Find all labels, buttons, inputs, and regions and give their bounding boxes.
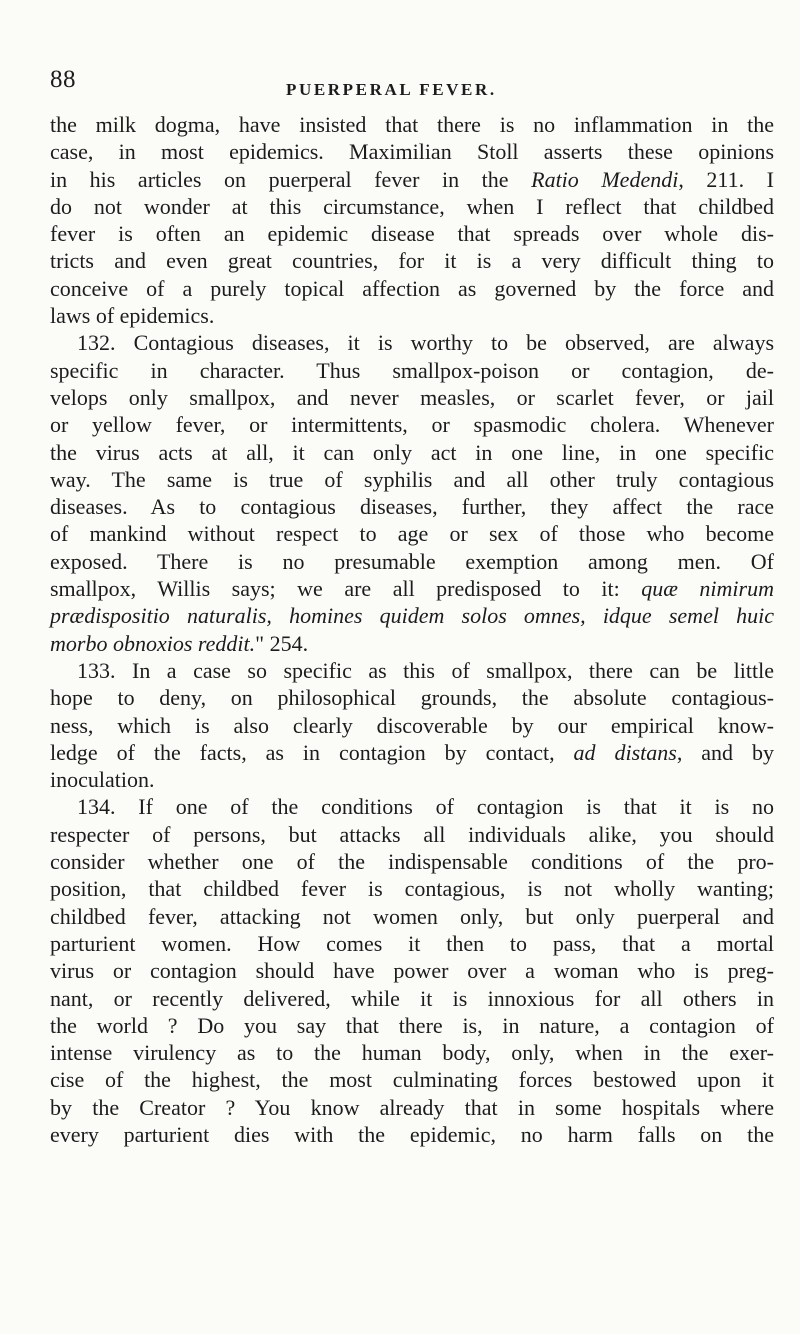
text-line bbox=[50, 821, 774, 848]
text-run: the milk dogma, have insisted that there is no inflammation in the bbox=[50, 112, 774, 137]
text-run: the world ? Do you say that there is, in nature, a contagion of bbox=[50, 1012, 774, 1038]
text-line bbox=[50, 1121, 774, 1148]
text-run: diseases. As to contagious diseases, further, they affect the race bbox=[50, 494, 774, 520]
text-line bbox=[50, 493, 774, 520]
text-line bbox=[50, 793, 774, 820]
running-head: PUERPERAL FEVER. bbox=[286, 80, 497, 99]
text-line bbox=[50, 548, 774, 575]
text-run: ledge of the facts, as in contagion by contact, bbox=[50, 739, 574, 765]
text-line bbox=[50, 247, 774, 274]
italic-text: ad distans bbox=[573, 739, 677, 765]
text-line bbox=[50, 193, 774, 220]
text-run: childbed fever, attacking not women only, but only puerperal and bbox=[50, 903, 774, 929]
text-run: cise of the highest, the most culminating forces bestowed upon it bbox=[50, 1067, 774, 1093]
text-run: velops only smallpox, and never measles, or scarlet fever, or jail bbox=[50, 384, 774, 410]
italic-text: Ratio Medendi bbox=[531, 166, 679, 192]
text-line bbox=[50, 439, 774, 466]
text-run: smallpox, Willis says; we are all predisposed to it: bbox=[50, 576, 642, 602]
text-run: hope to deny, on philosophical grounds, the absolute contagious- bbox=[50, 685, 774, 711]
text-line bbox=[50, 384, 774, 411]
text-run: 133. In a case so specific as this of smallpox, there can be little bbox=[77, 657, 774, 683]
text-run: respecter of persons, but attacks all individuals alike, you should bbox=[50, 821, 774, 847]
text-run: or yellow fever, or intermittents, or spasmodic cholera. Whenever bbox=[50, 412, 774, 438]
text-run: intense virulency as to the human body, only, when in the exer- bbox=[50, 1040, 774, 1066]
text-run: " 254. bbox=[255, 630, 309, 656]
text-line bbox=[50, 739, 774, 766]
text-line bbox=[50, 138, 774, 165]
text-run: in his articles on puerperal fever in the bbox=[50, 166, 532, 192]
text-line bbox=[50, 957, 774, 984]
text-run: do not wonder at this circumstance, when I reflect that childbed bbox=[50, 193, 774, 219]
text-line bbox=[50, 520, 774, 547]
paragraph bbox=[50, 111, 774, 329]
text-line bbox=[50, 903, 774, 930]
text-line bbox=[50, 875, 774, 902]
paragraph bbox=[50, 657, 774, 793]
text-line bbox=[50, 357, 774, 384]
text-run: way. The same is true of syphilis and all other truly contagious bbox=[50, 466, 774, 492]
text-run: position, that childbed fever is contagious, is not wholly wanting; bbox=[50, 876, 774, 902]
text-run: consider whether one of the indispensable conditions of the pro- bbox=[50, 849, 774, 875]
text-line bbox=[50, 630, 774, 657]
italic-text: prædispositio naturalis, homines quidem solos omnes, idque semel huic bbox=[50, 603, 774, 629]
paragraph bbox=[50, 329, 774, 657]
text-run: nant, or recently delivered, while it is innoxious for all others in bbox=[50, 985, 774, 1011]
text-line bbox=[50, 302, 774, 329]
text-run: , and by bbox=[676, 739, 774, 765]
text-line bbox=[50, 602, 774, 629]
text-run: fever is often an epidemic disease that spreads over whole dis- bbox=[50, 221, 774, 247]
text-line bbox=[50, 329, 774, 356]
text-line bbox=[50, 1094, 774, 1121]
text-run: , 211. I bbox=[678, 166, 774, 192]
text-run: conceive of a purely topical affection as governed by the force and bbox=[50, 275, 774, 301]
text-run: laws of epidemics. bbox=[50, 303, 215, 329]
text-run: ness, which is also clearly discoverable by our empirical know- bbox=[50, 712, 774, 738]
italic-text: morbo obnoxios reddit. bbox=[50, 630, 256, 656]
text-line bbox=[50, 166, 774, 193]
text-line bbox=[50, 712, 774, 739]
text-line bbox=[50, 1066, 774, 1093]
text-line bbox=[50, 466, 774, 493]
text-line bbox=[50, 766, 774, 793]
text-run: by the Creator ? You know already that in some hospitals where bbox=[50, 1094, 774, 1120]
text-line bbox=[50, 985, 774, 1012]
text-line bbox=[50, 220, 774, 247]
text-line bbox=[50, 684, 774, 711]
text-line bbox=[50, 111, 774, 138]
text-line bbox=[50, 1039, 774, 1066]
text-run: specific in character. Thus smallpox-poison or contagion, de- bbox=[50, 357, 774, 383]
page-number: 88 bbox=[50, 66, 76, 93]
text-run: 132. Contagious diseases, it is worthy to be observed, are always bbox=[77, 330, 774, 356]
text-line bbox=[50, 657, 774, 684]
italic-text: quæ nimirum bbox=[641, 576, 774, 602]
text-line bbox=[50, 275, 774, 302]
text-run: case, in most epidemics. Maximilian Stoll asserts these opinions bbox=[50, 139, 774, 165]
paragraph bbox=[50, 793, 774, 1148]
text-run: virus or contagion should have power over a woman who is preg- bbox=[50, 958, 774, 984]
text-run: parturient women. How comes it then to pass, that a mortal bbox=[50, 930, 774, 956]
text-line bbox=[50, 575, 774, 602]
text-line bbox=[50, 411, 774, 438]
text-line bbox=[50, 1012, 774, 1039]
body-text bbox=[50, 111, 774, 1148]
text-run: tricts and even great countries, for it is a very difficult thing to bbox=[50, 248, 774, 274]
text-line bbox=[50, 930, 774, 957]
text-run: exposed. There is no presumable exemption among men. Of bbox=[50, 548, 774, 574]
text-run: every parturient dies with the epidemic, no harm falls on the bbox=[50, 1121, 774, 1147]
text-run: inoculation. bbox=[50, 767, 155, 793]
text-line bbox=[50, 848, 774, 875]
text-run: 134. If one of the conditions of contagion is that it is no bbox=[77, 794, 774, 820]
text-run: the virus acts at all, it can only act in one line, in one specific bbox=[50, 439, 774, 465]
text-run: of mankind without respect to age or sex of those who become bbox=[50, 521, 774, 547]
